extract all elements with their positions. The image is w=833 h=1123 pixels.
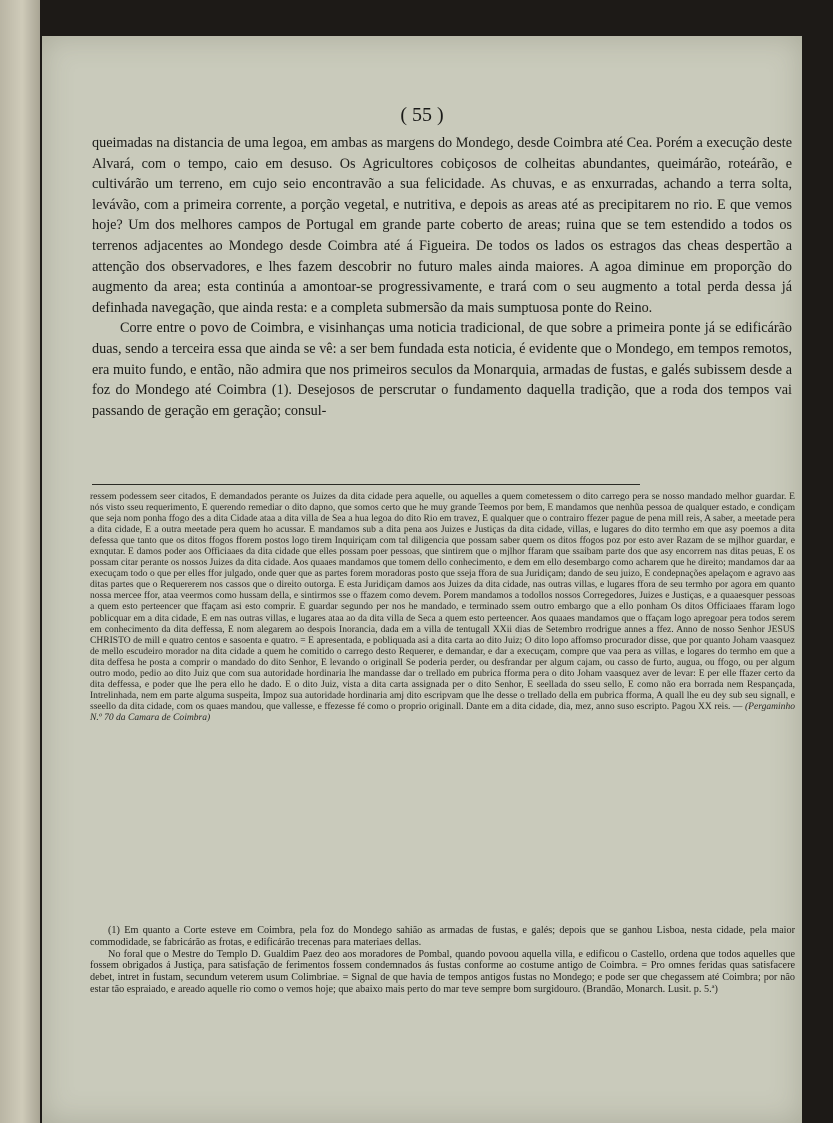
- quoted-document-text: ressem podessem seer citados, E demandados perante os Juizes da dita cidade pera aquelle, ou aquelles a quem cometessem o dito carrego pera se nosso mandado melhor guardar. E nós visto sseu requerimento, E querendo remediar o dito dapno, que somos certo que he muy grande Teemos por bem, E mandamos que nenhũa pessoa de qualquer estado, e condiçam que seja nom ponha ffogo des a dita Cidade ataa a dita villa de Sea a hua legoa do dito Rio em travez, E qualquer que o contrairo ffezer pague de pena mill reis, A saber, a meetade pera a dita cidade, E a outra meetade pera quem ho acussar. E mandamos sub a dita pena aos Juizes e Justiças da dita cidade, villas, e lugares do dito termho em que asy poemos a dita defessa que tanto que os ditos ffogos fforem postos logo tirem Inquiriçam com tal diligencia que possam saber quem os ditos ffogos poz por esto aver Razam de se mjlhor guardar, e exnqutar. E damos poder aos Officiaaes da dita cidade que elles possam poer pessoas, que sintirem que o mjlhor ffaram que ssaibam parte dos que asy encorrem nas ditas peuas, E os possam citar perante os nossos Juizes da dita cidade. Aos quaaes mandamos que tomem dello conhecimento, e dem em ello desembargo como acharem que he direito; mandamos dar aa execuçam todo o que per elles ffor julgado, onde quer que as partes forem moradoras posto que sseja ffora de sua Juridiçam; dando de seu juizo, E condepnações apelaçom e agravo aas ditas partes que o Requererem nos cassos que o direito outorga. E esta Juridiçam damos aos Juizes da dita cidade, nas outras villas, e lugares ffora de seu termho por agora em quanto nossa mercee ffor, ataa veermos como hussam della, e sintirmos sse o ffazem como devem. Porem mandamos a todollos nossos Corregedores, Juizes e Justiças, e a quaaesquer pessoas a quem esto perteencer que ffaçam asi esto comprir. E guardar segundo per nos he mandado, e terminado ssem outro embargo que a ello ponham Os ditos Officiaaes ffaram logo poblicquar em a dita cidade, E em nas outras villas, e lugares ataa ao da dita villa de Seca a quem esto perteencer. Aos quaaes mandamos que o ffaçam logo apregoar pera todos serem em conhecimento da dita deffessa, E nom alegarem ao despois Inorancia, dada em a villa de tentugall XXii dias de Setembro rrodrigue annes a ffez. Anno de nosso Senhor JESUS CHRISTO de mill e quatro centos e sasoenta e quatro. = E apresentada, e pobliquada asi a dita carta ao dito Juiz; O dito lopo affomso procurador disse, que por quanto Joham vaasquez de mello escudeiro morador na dita cidade a quem he comitido o carrego desto Requerer, e demandar, e dar a execuçam, compre que vaa pera as villas, e logares do termho em que a dita deffesa he posta a comprir o mandado do dito Senhor, E levando o originall Se poderia perder, ou desfrandar per algum cajam, ou casso de furto, augua, ou ffogo, ou per algum outro modo, pedio ao dito Juiz que com sua autoridade hordinaria lhe mandasse dar o trellado em pubrica fforma pera o dito Joham vaasquez aver de levar: E per elle ffazer certo da dita deffessa, e poder que lhe pera ello he dado. E o dito Juiz, vista a dita carta assignada per o dito Senhor, E seellada do sseu sello, E como não era borrada nem Respançada, Intrelinhada, nem em parte alguma suspeita, Impoz sua autoridade hordinaria amj dito escripvam que lhe desse o trellado della em pubrica fforma, A quall lhe eu dey sub seu signall, e sseello da dita cidade, com os quaes mandou, que vallesse, e ffezesse fé como o proprio originall. Dante em a dita cidade, dia, mez, anno suso escripto. Pagou XX reis. —: [90, 491, 795, 712]
- separator-rule: [92, 484, 640, 485]
- book-page: [42, 36, 802, 1123]
- footnote: [90, 949, 795, 996]
- footnote: (1) Em quanto a Corte esteve em Coimbra, pela foz do Mondego sahião as armadas de fustas, e galés; depois que se ganhou Lisboa, nesta cidade, pela maior commodidade, se fabricárão as frotas, e edificárão trecenas para materiaes dellas.: [90, 925, 795, 948]
- quoted-document-source: (Pergaminho N.º 70 da Camara de Coimbra): [90, 700, 795, 723]
- footnote-source: (Brandão, Monarch. Lusit. p. 5.ª): [582, 983, 718, 995]
- scan-margin-left: [0, 0, 40, 1123]
- main-paragraph: queimadas na distancia de uma legoa, em ambas as margens do Mondego, desde Coimbra até Cea. Porém a execução deste Alvará, com o tempo, caio em desuso. Os Agricultores cobiçosos de colheitas abundantes, queimárão, roteárão, e cultivárão um terreno, em cujo seio encontravão a sua felicidade. As chuvas, e as enxurradas, achando a terra solta, levávão, com a primeira corrente, a porção vegetal, e nutritiva, e depois as areas até as precipitarem no rio. E que vemos hoje? Um dos melhores campos de Portugal em grande parte coberto de areas; ruina que se tem estendido a todos os terrenos adjacentes ao Mondego desde Coimbra até á Figueira. De todos os lados os estragos das cheas despertão a attenção dos observadores, e lhes fazem descobrir no futuro males ainda maiores. A agoa diminue em proporção do augmento da area; esta continúa a amontoar-se progressivamente, e trará com o seu augmento a total perda dessa já definhada navegação, que ainda resta: e a completa submersão da mais sumptuosa ponte do Reino.: [92, 135, 792, 316]
- main-text: [92, 133, 792, 421]
- main-paragraph: Corre entre o povo de Coimbra, e visinhanças uma noticia tradicional, de que sobre a primeira ponte já se edificárão duas, sendo a terceira essa que ainda se vê: a ser bem fundada esta noticia, é evidente que o Mondego, em tempos remotos, era muito fundo, e então, não admira que nos primeiros seculos da Monarquia, armadas de fustas, e galés subissem desde a foz do Mondego até Coimbra (1). Desejosos de perscrutar o fundamento daquella tradição, que a roda dos tempos vai passando de geração em geração; consul-: [92, 320, 792, 419]
- page-number: ( 55 ): [400, 104, 444, 126]
- quoted-document: [90, 491, 795, 723]
- footnote-text: No foral que o Mestre do Templo D. Gualdim Paez deo aos moradores de Pombal, quando povoou aquella villa, e edificou o Castello, ordena que todos aquelles que fossem obrigados á Justiça, para satisfação de ferimentos fossem condemnados ás fustas conforme ao costume antigo de Coimbra. = Pro omnes feridas quas satisfacere debet, intret in fustam, secundum veterem usum Colimbriae. = Signal de que havia de tempos antigos fustas no Mondego; e pode ser que chegassem até Coimbra; por não estar tão espraiado, e areado aquelle rio como o vemos hoje; que abaixo mais perto do mar teve sempre bom surgidouro.: [90, 948, 795, 995]
- footnotes: [90, 925, 795, 996]
